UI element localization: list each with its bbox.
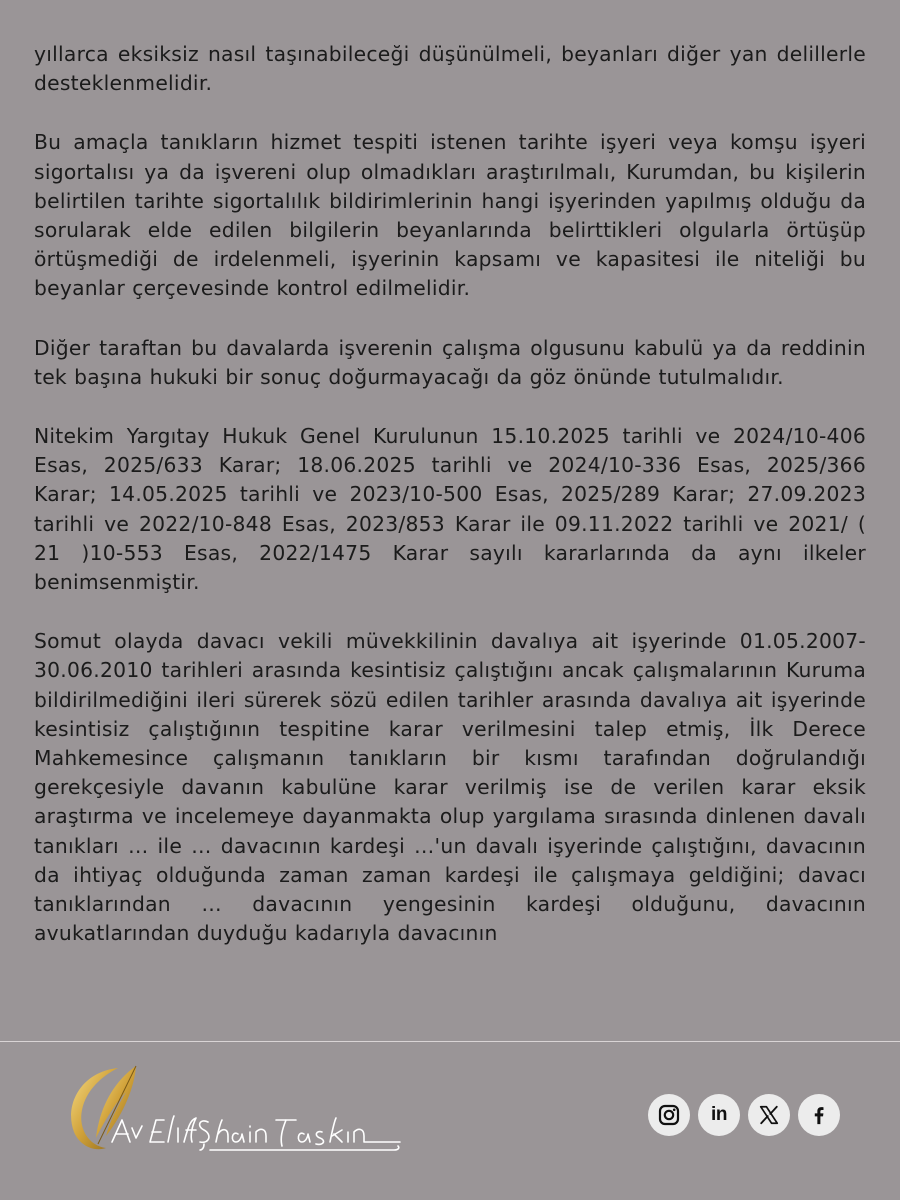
paragraph-1: yıllarca eksiksiz nasıl taşınabileceği düşünülmeli, beyanları diğer yan delillerle desteklenmelidir. <box>34 42 866 96</box>
paragraph-2: Bu amaçla tanıkların hizmet tespiti istenen tarihte işyeri veya komşu işyeri sigortalısı ya da işvereni olup olmadıkları araştırılmalı, Kurumdan, bu kişilerin belirtilen tarihte sigortalılık bildirimlerinin hangi işyerinden yapılmış olduğu da sorularak elde edilen bilgilerin beyanlarında belirttikleri olgularla örtüşüp örtüşmediği de irdelenmeli, işyerinin kapsamı ve kapasitesi ile niteliği bu beyanlar çerçevesinde kontrol edilmelidir. <box>34 130 866 301</box>
linkedin-icon[interactable] <box>698 1094 740 1136</box>
paragraph-5: Somut olayda davacı vekili müvekkilinin davalıya ait işyerinde 01.05.2007-30.06.2010 tarihleri arasında kesintisiz çalıştığını ancak çalışmalarının Kuruma bildirilmediğini ileri sürerek sözü edilen tarihler arasında davalıya ait işyerinde kesintisiz çalıştığının tespitine karar verilmesini talep etmiş, İlk Derece Mahkemesince çalışmanın tanıkların bir kısmı tarafından doğrulandığı gerekçesiyle davanın kabulüne karar verilmiş ise de verilen karar eksik araştırma ve incelemeye dayanmakta olup yargılama sırasında dinlenen davalı tanıkları … ile … davacının kardeşi …'un davalı işyerinde çalıştığını, davacının da ihtiyaç olduğunda zaman zaman kardeşi ile çalışmaya geldiğini; davacı tanıklarından … davacının yengesinin kardeşi olduğunu, davacının avukatlarından duyduğu kadarıyla davacının <box>34 629 866 946</box>
document-body <box>34 40 866 978</box>
paragraph-3: Diğer taraftan bu davalarda işverenin çalışma olgusunu kabulü ya da reddinin tek başına hukuki bir sonuç doğurmayacağı da göz önünde tutulmalıdır. <box>34 335 866 389</box>
facebook-icon[interactable] <box>798 1094 840 1136</box>
social-links <box>648 1094 840 1136</box>
footer-divider <box>0 1041 900 1042</box>
quill-signature-icon <box>60 1058 410 1158</box>
linkedin-label: in <box>711 1104 727 1125</box>
signature-logo <box>60 1058 410 1158</box>
x-icon[interactable] <box>748 1094 790 1136</box>
instagram-icon[interactable] <box>648 1094 690 1136</box>
paragraph-4: Nitekim Yargıtay Hukuk Genel Kurulunun 15.10.2025 tarihli ve 2024/10-406 Esas, 2025/633 Karar; 18.06.2025 tarihli ve 2024/10-336 Esas, 2025/366 Karar; 14.05.2025 tarihli ve 2023/10-500 Esas, 2025/289 Karar; 27.09.2023 tarihli ve 2022/10-848 Esas, 2023/853 Karar ile 09.11.2022 tarihli ve 2021/ ( 21 )10-553 Esas, 2022/1475 Karar sayılı kararlarında da aynı ilkeler benimsenmiştir. <box>34 424 866 595</box>
